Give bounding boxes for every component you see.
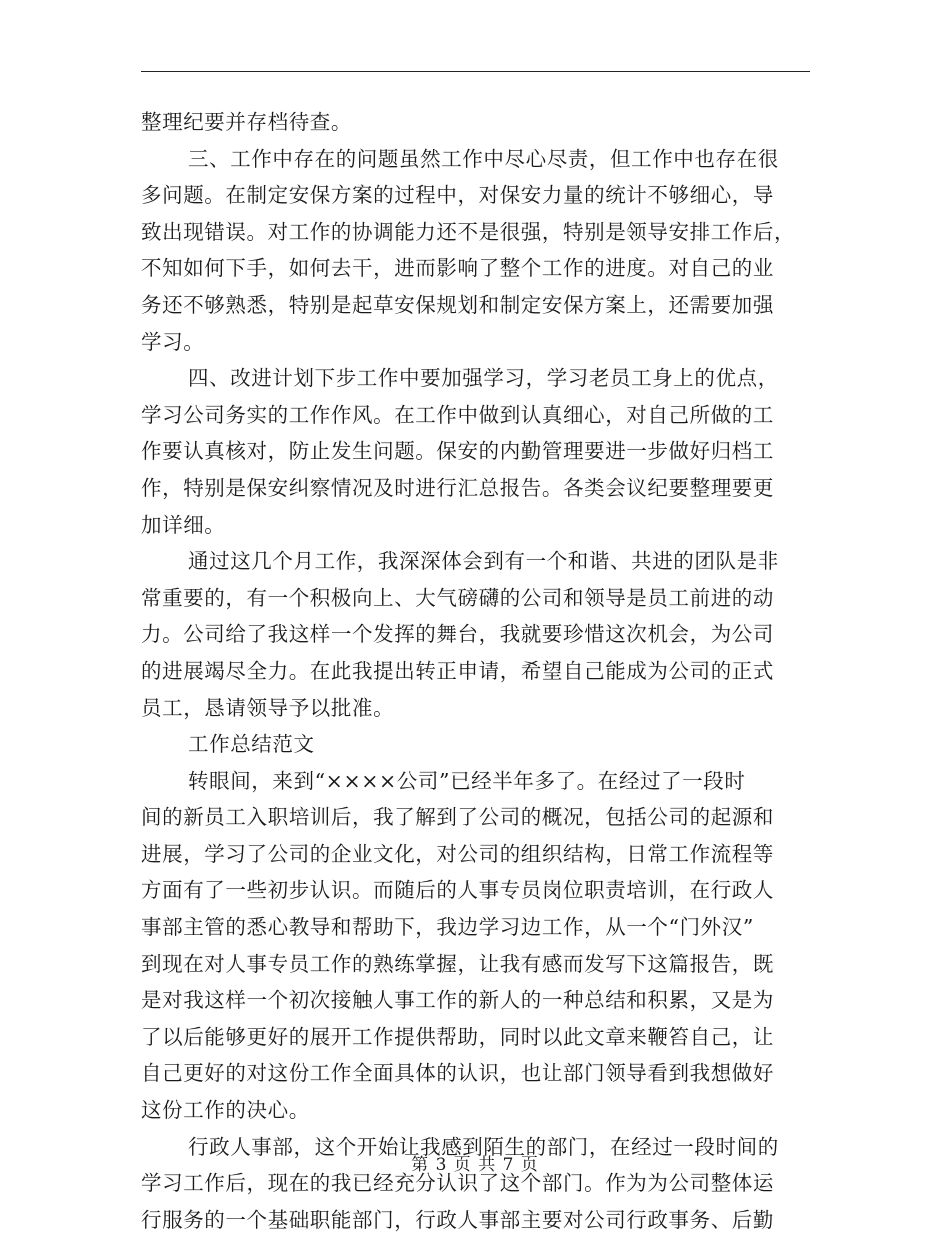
text-line: 间的新员工入职培训后，我了解到了公司的概况，包括公司的起源和 (141, 805, 774, 830)
text-line: 这份工作的决心。 (141, 1098, 310, 1123)
text-line: 常重要的，有一个积极向上、大气磅礴的公司和领导是员工前进的动 (141, 585, 774, 610)
text-line: 工作总结范文 (188, 732, 315, 757)
text-line: 事部主管的悉心教导和帮助下，我边学习边工作，从一个“门外汉” (141, 915, 754, 940)
text-line: 四、改进计划下步工作中要加强学习，学习老员工身上的优点， (188, 366, 779, 391)
text-line: 三、工作中存在的问题虽然工作中尽心尽责，但工作中也存在很 (188, 146, 779, 171)
text-line: 的进展竭尽全力。在此我提出转正申请，希望自己能成为公司的正式 (141, 658, 774, 683)
text-line: 作要认真核对，防止发生问题。保安的内勤管理要进一步做好归档工 (141, 439, 774, 464)
text-line: 致出现错误。对工作的协调能力还不是很强，特别是领导安排工作后， (141, 219, 796, 244)
text-line: 学习公司务实的工作作风。在工作中做到认真细心，对自己所做的工 (141, 402, 774, 427)
text-line: 自己更好的对这份工作全面具体的认识，也让部门领导看到我想做好 (141, 1061, 774, 1086)
text-line: 多问题。在制定安保方案的过程中，对保安力量的统计不够细心，导 (141, 183, 774, 208)
text-line: 作，特别是保安纠察情况及时进行汇总报告。各类会议纪要整理要更 (141, 475, 774, 500)
text-line: 不知如何下手，如何去干，进而影响了整个工作的进度。对自己的业 (141, 256, 774, 281)
page-footer: 第 3 页 共 7 页 (411, 1155, 539, 1175)
header-rule (141, 71, 810, 72)
text-line: 员工，恳请领导予以批准。 (141, 695, 395, 720)
text-line: 了以后能够更好的展开工作提供帮助，同时以此文章来鞭笞自己，让 (141, 1024, 774, 1049)
text-line: 行政人事部，这个开始让我感到陌生的部门，在经过一段时间的 (188, 1134, 779, 1159)
text-line: 到现在对人事专员工作的熟练掌握，让我有感而发写下这篇报告，既 (141, 951, 774, 976)
text-line: 整理纪要并存档待查。 (141, 110, 352, 134)
text-line: 方面有了一些初步认识。而随后的人事专员岗位职责培训，在行政人 (141, 878, 774, 903)
text-line: 务还不够熟悉，特别是起草安保规划和制定安保方案上，还需要加强 (141, 292, 774, 317)
text-line: 学习。 (141, 329, 205, 354)
text-line: 行服务的一个基础职能部门，行政人事部主要对公司行政事务、后勤 (141, 1207, 774, 1232)
text-line: 学习工作后，现在的我已经充分认识了这个部门。作为为公司整体运 (141, 1171, 774, 1196)
text-line: 力。公司给了我这样一个发挥的舞台，我就要珍惜这次机会，为公司 (141, 622, 774, 647)
text-line: 通过这几个月工作，我深深体会到有一个和谐、共进的团队是非 (188, 549, 779, 574)
text-line: 是对我这样一个初次接触人事工作的新人的一种总结和积累，又是为 (141, 988, 774, 1013)
text-line: 进展，学习了公司的企业文化，对公司的组织结构，日常工作流程等 (141, 841, 774, 866)
text-line: 转眼间，来到“××××公司”已经半年多了。在经过了一段时 (188, 768, 746, 793)
document-body (141, 104, 810, 1238)
text-line: 加详细。 (141, 512, 226, 537)
